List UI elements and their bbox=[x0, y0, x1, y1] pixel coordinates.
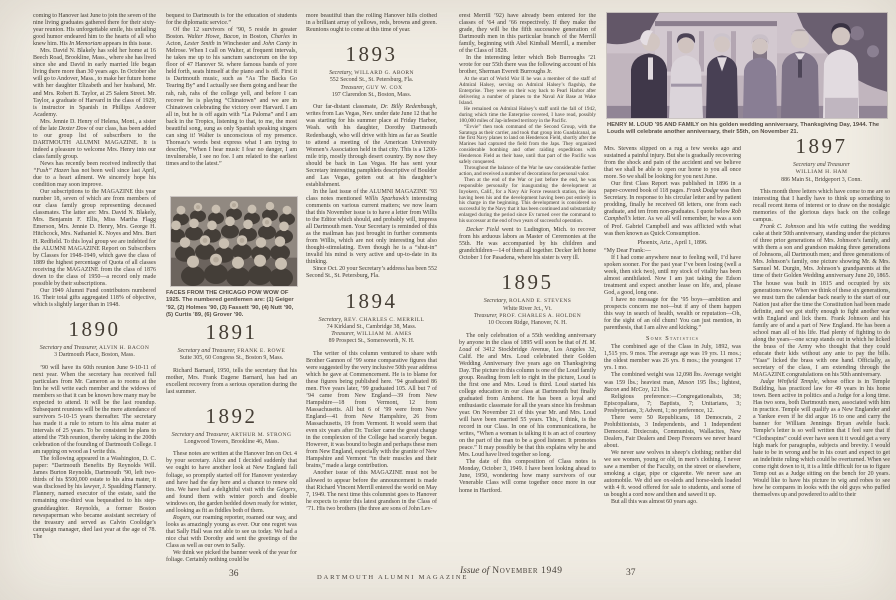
body-paragraph: Judge Winfield Temple, whose office is in Temple Building, has practiced law for 49 years in his home town. Been active in politics and a Judge for a long time. Has two sons, both Dartmouth men, associated with him in practice. Temple will qualify as a New Englander and a Yankee even if he did argue 16 to one and carry the banner for William Jennings Bryan awhile back. Temple’s letter is so well written that I feel sure that if “Clothespins” could ever have seen it it would get a very high mark for paragraphs, subjects and brevity. I would hate to be in wrong and be in his court and expect to get an indefinite ruling which could be overturned. When we come right down to it, it is a little difficult for us to figure Temp out as a Judge sitting on the bench for 20 years. Would like to have his picture in wig and robes to see how he compares in looks with the old guys who puffed themselves up and powdered to add to their bbox=[753, 379, 890, 498]
body-paragraph: The only celebration of a 55th wedding anniversary by anyone in the class of 1895 will soon be that of H. M. Loud of 3412 Stockbridge Avenue, Los Angeles 32, Calif. He and Mrs. Loud celebrated their Golden Wedding Anniversary five years ago on Thanksgiving Day. The picture in this column is one of the Loud family group. Reading from left to right in the picture, Loud is the first one and Mrs. Loud is third. Loud started his college education in our class at Dartmouth but finally graduated from Amherst. He has been a loyal and enthusiastic classmate for all the years since his freshman year. On November 21 of this year Mr. and Mrs. Loud will have been married 55 years. This, I think, is the record in our Class. In one of his communications, he writes, “When a woman is talking it is an act of courtesy on the part of the man to be a good listener. It promotes peace.” It may possibly be that this explains why he and Mrs. Loud have lived together so long. bbox=[459, 332, 596, 459]
class-officers-block bbox=[166, 432, 297, 447]
officer-line: Secretary, WILLARD G. ABORN bbox=[329, 70, 414, 77]
magazine-title-footer: DARTMOUTH ALUMNI MAGAZINE bbox=[317, 574, 469, 581]
officer-line: Longwood Towers, Brookline 46, Mass. bbox=[184, 439, 279, 446]
loud-photo-caption: HENRY M. LOUD ’95 AND FAMILY on his golden wedding anniversary, Thanksgiving Day, 1944. The Louds will celebrate another anniversary, their 55th, on November 21. bbox=[607, 122, 880, 136]
officer-line: Secretary, ROLAND E. STEVENS bbox=[483, 298, 572, 305]
officer-line: 74 Kirkland St., Cambridge 38, Mass. bbox=[326, 323, 417, 330]
body-paragraph: We never saw wolves in sheep’s clothing; neither did we see women, young or old, in men’s clothing. I never saw a member of the Faculty, on the street or elsewhere, smoking a cigar, pipe or cigarette. We never saw an automobile. We did see ox-sleds and horse-sleds loaded with 4 ft. wood offered for sale to students, and some of us bought a cord now and then and sawed it up. bbox=[604, 449, 741, 499]
body-paragraph: Rogers, our roaming reporter, roamed our way, and looks as amazingly young as ever. Our one regret was that Sally Hall was not able to see us today. We had a nice chat with Dorothy and sent the greetings of the Class as well as our own to Sally. bbox=[166, 514, 297, 549]
officer-line: Suite 305, 60 Congress St., Boston 9, Mass. bbox=[179, 355, 284, 362]
fine-print-block bbox=[459, 77, 596, 225]
officer-line: Secretary and Treasurer, ALVIN H. BACON bbox=[39, 344, 150, 351]
officer-line: 197 Clarendon St., Boston, Mass. bbox=[331, 92, 412, 99]
body-paragraph: Our subscriptions to the MAGAZINE this year number 18, seven of which are from members of our class family group representing deceased classmates. The latter are: Mrs. David N. Blakely, Mrs. Benjamin F. Ellis, Miss Martha Flagg Emerson, Mrs. Jennie D. Henry, Mrs. George H. Hitchcock, Mrs. Nathaniel K. Noyes and Mrs. Burt H. Redfield. To this loyal group we are indebted for the ALUMNI MAGAZINE Report on Subscribers by Classes for 1948-1949, which gave the class of 1889 the highest percentage of Quota of all classes receiving the MAGAZINE from the class of 1876 down to the class of 1950—a record only made possible by their subscriptions. bbox=[33, 189, 156, 287]
officer-line: 89 Prospect St., Somersworth, N. H. bbox=[328, 338, 415, 345]
class-officers-block bbox=[33, 345, 156, 360]
body-paragraph: Of the 12 survivors of ’90, 5 reside in greater Boston. Walter Howe, Bacon, in Boston, Charles in Acton, Lester Smith in Winchester and John Canty in Melrose. When I call on Walter, at frequent intervals, he takes me up to his sanctum sanctorum on the top floor of 47 Hanover St. where famous bands of yore held forth, seats himself at the piano and is off. First it is Dartmouth music, such as “As The Backs Go Tearing By” and I actually see them going and hear the rah, rah, rahs of the college yell, and before I can recover he is playing “Chinatown” and we are in Chinatown celebrating the victory over Harvard. I am all in, but he is off again with “La Paloma” and I am back in the Tropics, listening to that, to me, the most beautiful song, sung as only Spanish speaking singers can sing it! Walter is unconscious of my presence. Thoreau’s words best express what I am trying to describe, “When I hear music I fear no danger, I am invulnerable, I see no foe. I am related to the earliest times and to the latest.” bbox=[166, 27, 297, 167]
class-year-heading: 1892 bbox=[205, 403, 258, 428]
body-paragraph: There were 50 Republicans, 18 Democrats, 2 Prohibitionists, 3 Independents, and 1 Independent Democrat. Dixiecrats, Communists, Wallacites, New Dealers, Fair Dealers and Deep Freezers we never heard about. bbox=[604, 414, 741, 449]
officer-line: Treasurer, GUY W. COX bbox=[340, 84, 403, 91]
body-paragraph: bequest to Dartmouth is for the education of students for the diplomatic service.” bbox=[166, 13, 297, 27]
body-paragraph: In the interesting letter which Bob Burroughs ’21 wrote for our 55th there was the following account of his brother, Sherman Everett Burroughs Jr. bbox=[459, 55, 596, 76]
officer-line: 552 Second St., St. Petersburg, Fla. bbox=[329, 77, 414, 84]
page-number-right: 37 bbox=[626, 568, 636, 578]
crowd-of-faces-illustration bbox=[171, 197, 297, 286]
body-paragraph: Mrs. Jennie D. Henry of Helena, Mont., a sister of the late Dexter Dow of our class, has been added to our group list of subscribers to the DARTMOUTH ALUMNI MAGAZINE. It is indeed a pleasure to welcome Mrs. Henry into our class family group. bbox=[33, 118, 156, 160]
body-paragraph: The combined age of the Class in July, 1892, was 1,515 yrs. 9 mos. The average age was 19 yrs. 11 mos.; the oldest member was 26 yrs. 8 mos.; the youngest 17 yrs. 1 mo. bbox=[604, 344, 741, 372]
class-year-heading: 1893 bbox=[345, 42, 398, 67]
officer-line: Secretary and Treasurer, ARTHUR M. STRONG bbox=[171, 431, 292, 438]
class-officers-block bbox=[753, 162, 890, 184]
class-officers-block bbox=[459, 298, 596, 327]
fine-print-paragraph: He remained on Admiral Halsey’s staff until the fall of 1942, during which time the Enterprise covered, I have read, possibly 100,000 miles of Jap-infested territory in the Pacific. bbox=[459, 105, 596, 124]
body-paragraph: Our 1949 Alumni Fund contributors numbered 16. Their total gifts aggregated 118% of objective, which is slightly larger than in 1948. bbox=[33, 287, 156, 308]
class-notes-column-2-bottom bbox=[166, 319, 297, 584]
body-paragraph: We think we picked the banner week of the year for foliage. Certainly nothing could be bbox=[166, 550, 297, 564]
powwow-crowd-photo bbox=[171, 197, 297, 286]
officer-line: 3 Dartmouth Place, Boston, Mass. bbox=[54, 352, 135, 359]
body-paragraph: Our first Class Report was published in 1896 in a paper-covered book of 118 pages. Frank Dodge was then Secretary. In response to his circular letter and by patient prodding, finally he received 68 letters, one from each graduate, and ten from non-graduates. I quote below Rob Campbell’s letter. As we all will remember, he was a son of Prof. Gabriel Campbell and was afflicted with what was then known as Quick Consumption. bbox=[604, 181, 741, 237]
class-notes-column-6 bbox=[753, 133, 890, 573]
class-notes-column-5 bbox=[604, 146, 741, 572]
officer-line: 10 Occom Ridge, Hanover, N. H. bbox=[488, 320, 567, 327]
class-year-heading: 1890 bbox=[68, 316, 121, 341]
class-notes-column-4 bbox=[459, 13, 596, 580]
class-officers-block bbox=[306, 70, 437, 99]
body-paragraph: The date of this composition of Class notes is Monday, October 3, 1949. I have been looking ahead to June, 1950, wondering how many survivors of our Venerable Class will come together once more in our home in Hartford. bbox=[459, 459, 596, 494]
body-paragraph: News has recently been received indirectly that “Fush” Hazen has not been well since last April, due to a heart ailment. We sincerely hope his condition may soon improve. bbox=[33, 160, 156, 189]
body-paragraph: If I had come anywhere near to feeling well, I’d have spoken sooner. For the past year I’ve been losing (well a week, then sick two), until my stock of vitality has been almost annihilated. Now I am just taking the Edson treatment and expect another lease on life, and, please God, a good, long one. bbox=[604, 254, 741, 296]
body-paragraph: Mrs. Stevens slipped on a rug a few weeks ago and sustained a painful injury. But she is gradually recovering from the shock and pain of the accident and we believe that we shall be able to open our home to you all once more. So we shall be looking for you next June. bbox=[604, 146, 741, 181]
letter-dateline: Phoenix, Ariz., April 1, 1896. bbox=[637, 239, 708, 246]
body-paragraph: The writer of this column ventured to share with Brother Gannon of ’99 some comparative figures that were suggested by the very inclusive 50th year address which he gave at Commencement. He is to blame for these figures being published here. ’94 graduated 86 men. Five years later, ’99 graduated 105. All but 7 of ’94 came from New England—39 from New Hampshire—18 from Vermont, 12 from Massachusetts. All but 6 of ’99 were from New England—41 from New Hampshire, 26 from Massachusetts, 19 from Vermont. It would seem that even six years after Dr. Tucker came the great change in the complexion of the College had scarcely begun. However, it was bound to begin and perhaps these men from New England, especially with the granite of New Hampshire and Vermont “in their muscles and their brains,” made a large contribution. bbox=[306, 350, 437, 470]
body-paragraph: These notes are written at the Hanover Inn on Oct. 4 by your secretary. Alice and I decided suddenly that we ought to have another look at New England fall foliage, so promptly started off for Hanover yesterday and have had the day here and a chance to renew old ties. We have had a delightful visit with the Geigers, and found them with winter porch and double windows on, the garden bedded down ready for winter, and looking as fit as fiddles both of them. bbox=[166, 451, 297, 514]
officer-line: White River Jct., Vt. bbox=[503, 305, 552, 312]
body-paragraph: This month three letters which have come to me are so interesting that I hardly have to think up something to recall recent items of interest or to draw on the nostalgic memories of the glorious days back on the college campus. bbox=[753, 188, 890, 224]
family-group-illustration bbox=[607, 13, 887, 118]
class-notes-column-1 bbox=[33, 13, 156, 584]
body-paragraph: Richard Barnard, 1950, tells the secretary that his mother, Mrs. Frank Eugene Barnard, has had an excellent recovery from a serious operation during the last summer. bbox=[166, 367, 297, 395]
fine-print-paragraph: Throughout the balance of the War he saw considerable further action, and received a number of decorations for personal valor. bbox=[459, 165, 596, 177]
class-notes-column-2-top bbox=[166, 13, 297, 196]
body-paragraph: The combined weight was 12,098 lbs. Average weight was 159 lbs.; heaviest man, Mason 195 lbs.; lightest, Bacon and McCoy, 121 lbs. bbox=[604, 372, 741, 393]
fine-print-paragraph: “Evvie” then took command of the Second Group, with the Saratoga as their carrier, and took that group into Guadalcanal, as the first Navy planes to land on Henderson Field, shortly after the Marines had captured the field from the Japs. They organized considerable bombing and other raiding expeditions with Henderson Field as their base, until that part of the Pacific was safely conquered. bbox=[459, 123, 596, 166]
class-officers-block bbox=[166, 348, 297, 363]
class-notes-column-3 bbox=[306, 13, 437, 584]
body-paragraph: But all this was almost 60 years ago. bbox=[611, 499, 698, 506]
body-paragraph: more beautiful than the rolling Hanover hills clothed in a brilliant array of yellows, reds, browns and green. Reunions ought to come at this time of year. bbox=[306, 13, 437, 34]
body-paragraph: coming to Hanover last June to join the seven of the nine living graduates gathered there for their sixty-year reunion. His unforgettable smile, his unfailing good humor endeared him to the hearts of all who knew him. His In Memoriam appears in this issue. bbox=[33, 13, 156, 48]
body-paragraph: Decker Field went to Ludington, Mich. to recover from his arduous labors as Master of Ceremonies at the 55th. He was accompanied by his children and grandchildren—14 of them all together. Decker left home October 1 for Pasadena, where his sister is very ill. bbox=[459, 227, 596, 262]
officer-line: 886 Main St., Bridgeport 3, Conn. bbox=[781, 176, 862, 183]
body-paragraph: ’90 will have its 60th reunion June 9-10-11 of next year. When the secretary has received full particulars from Mr. Cameron as to rooms at the Inn he will write each member and the widows of members so that it can be known how many may be expected to attend. It will be the last roundup. Subsequent reunions will be the mere attendance of survivors 5-10-15 years thereafter. The secretary has made it a rule to return to his alma mater at intervals of 25 years. To be consistent he plans to attend the 75th reunion, thereby taking in the 200th celebration of the founding of Dartmouth College. I am rapping on wood as I write this. bbox=[33, 364, 156, 456]
fine-print-paragraph: At the start of World War II he was a member of the staff of Admiral Halsey, serving on Admiral Halsey’s flagship, the Enterprise. They were on their way back to Pearl Harbor after delivering a number of planes to the Naval Air Base at Wake Island. bbox=[459, 76, 596, 107]
body-paragraph: Since Oct. 20 your Secretary’s address has been 552 Second St., St. Petersburg, Fla. bbox=[306, 266, 437, 280]
issue-footer-date: November 1949 bbox=[492, 566, 563, 576]
body-paragraph: In the last issue of the ALUMNI MAGAZINE ’93 class notes mentioned Willis Sparhawk’s interesting comments on various current matters; we now learn that this November issue is to have a letter from Willis to the Editor which should, and probably will, impress all Dartmouth men. Your Secretary is reminded of this as the mailman has just brought in further comments from Willis, which are not only interesting but also thought-stimulating. Even though he is a “shut-in” invalid his mind is very active and up-to-date in its thinking. bbox=[306, 188, 437, 266]
body-paragraph: The following appeared in a Washington, D. C. paper: “Dartmouth Benefits By Reynolds Will. James Burton Reynolds, Dartmouth ’90, left two-thirds of his $500,000 estate to his alma mater, it was disclosed by his lawyer, J. Spaulding Flannery. Flannery, named executor of the estate, said the remaining one-third was bequeathed to his step-granddaughter. Reynolds, a former Boston newspaperman who became assistant secretary of the treasury and served as Calvin Coolidge’s campaign manager, died last year at the age of 78. The bbox=[33, 456, 156, 540]
page-number-left: 36 bbox=[229, 569, 239, 579]
class-year-heading: 1894 bbox=[345, 288, 398, 313]
officer-line: Treasurer, PROF. CHARLES A. HOLDEN bbox=[473, 312, 582, 319]
issue-footer-italic: Issue of bbox=[460, 566, 490, 576]
fine-print-paragraph: Then at the end of the War or just before the end, he was responsible personally for inaugurating the development at Inyokern, Calif., for a Navy Air Force research station, the idea having been his and the development having been put entirely in his charge in the beginning. This development is considered so successful by the Navy that it has been continued and substantially enlarged during the period since Ev turned over the command to his successor at the end of two years of successful operation. bbox=[459, 176, 596, 225]
class-officers-block bbox=[306, 317, 437, 346]
class-year-heading: 1897 bbox=[795, 134, 848, 158]
body-paragraph: Religious preference:—Congregationalists, 38; Episcopalians, 7; Baptists, 7; Unitarians, 3; Presbyterians, 3; Advent, 1; no preference, 12. bbox=[604, 393, 741, 414]
officer-line: Secretary, REV. CHARLES C. MERRILL bbox=[318, 316, 425, 323]
officer-line: WILLIAM H. HAM bbox=[795, 169, 848, 176]
class-year-heading: 1895 bbox=[501, 270, 554, 295]
subheading: Some Statistics bbox=[645, 335, 699, 343]
class-year-heading: 1891 bbox=[205, 320, 258, 344]
body-paragraph: Another issue of this MAGAZINE must not be allowed to appear before the announcement is made that Richard Vincent Merrill entered the world on May 7, 1949. The next time this columnist goes to Hanover he expects to enter this latest grandson in the Class of ’71. His two brothers (the three are sons of John Lev- bbox=[306, 470, 437, 512]
issue-footer bbox=[460, 566, 563, 576]
officer-line: Secretary and Treasurer bbox=[793, 162, 850, 168]
body-paragraph: Our far-distant classmate, Dr. Billy Redenbaugh, writes from Las Vegas, Nev. under date June 12 that he was starting for his summer place at Friday Harbor, Wash. with his daughter, Dorothy Dartmouth Redenbaugh, who will drive with him as far as Seattle to attend a meeting of the American University Women’s Association held in that city. This is a 1200-mile trip, mostly through desert country. By now they should be back in Las Vegas. He has sent your Secretary interesting pamphlets descriptive of Boulder and Las Vegas, gotten out at his daughter’s establishment. bbox=[306, 104, 437, 188]
body-paragraph: I have no message for the ’95 boys—ambition and prospects concern me not—but if any of them happen this way in search of health, wealth or reputation—Oh, for the sight of an old chum! You can just mention, in parenthesis, that I am alive and kicking.” bbox=[604, 296, 741, 332]
powwow-photo-caption: FACES FROM THE CHICAGO POW WOW OF 1925. The numbered gentlemen are: (1) Geiger ’92, (2) Holmes ’90, (3) Fassett ’90, (4) Nutt ’90, (5) Curtis ’89, (6) Grover ’90. bbox=[166, 290, 294, 318]
body-paragraph: “My Dear Frank:— bbox=[604, 247, 651, 254]
body-paragraph: Frank C. Johnson and his wife cutting the wedding cake at their 50th anniversary, standing under the pictures of three prior generations of Mrs. Johnson’s family, and with them a son and grandson making three generations of Johnsons, all Dartmouth men; and three generations of Mrs. Johnson’s family, one picture showing Mr. & Mrs. Samuel M. Durgin, Mrs. Johnson’s grandparents at the time of their Golden Wedding anniversary June 20, 1865. The house was built in 1815 and occupied by six generations now. When we think of these six generations, we must turn the calendar back nearly to the start of our Nation just after the time the Constitution had been made definite, and we got stuffy enough to fight another war with England and lick them. Frank Johnson and his family are of and a part of New England. He has been a school man all of his life. Had plenty of fighting to do along the years—one scrap stands out in which he licked the brass of the Army who thought that they could educate their kids without any ante to pay the bills. “Yaas” licked the brass with one hand. Officially, as secretary of the class, I am extending through the MAGAZINE congratulations on his 50th anniversary. bbox=[753, 224, 890, 379]
body-paragraph: Mrs. David N. Blakely has sold her home at 16 Beech Road, Brookline, Mass., where she has lived since she and David in early married life began living there more than 30 years ago. In October she will go to Andover, Mass., to make her future home with her daughter Elizabeth and her husband, Mr. and Mrs. Robert B. Taylor, at 25 Salem Street. Mr. Taylor, a graduate of Harvard in the class of 1929, is instructor in Spanish in Phillips Andover Academy. bbox=[33, 48, 156, 118]
officer-line: Secretary and Treasurer, FRANK E. ROWE bbox=[177, 348, 286, 354]
loud-family-photo bbox=[607, 13, 887, 118]
body-paragraph: erest Merrill ’92) have already been entered for the classes of ’64 and ’66 respectively. If they make the grade, they will be the fifth successive generation of Dartmouth men in this particular branch of the Merrill family, beginning with Abel Kimball Merrill, a member of the Class of 1828. bbox=[459, 13, 596, 55]
officer-line: Treasurer, WILLIAM M. AMES bbox=[331, 331, 412, 338]
